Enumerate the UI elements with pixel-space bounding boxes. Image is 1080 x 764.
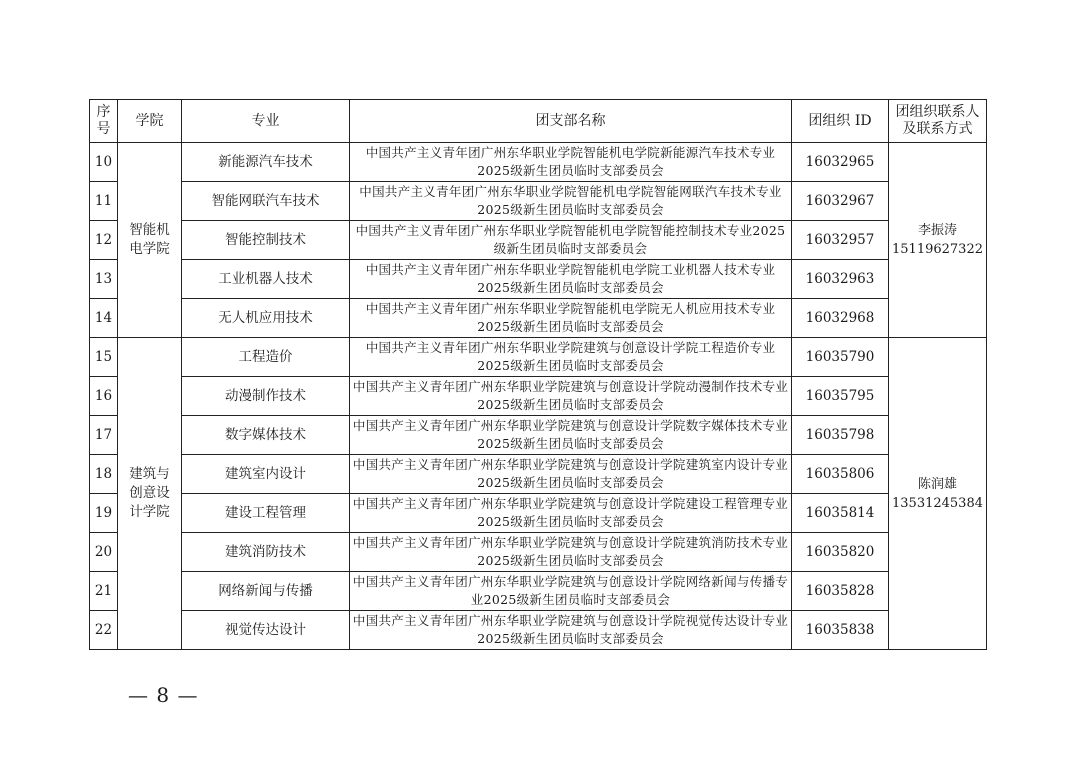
major-cell: 建筑室内设计 [182, 455, 350, 494]
seq-cell: 12 [90, 221, 118, 260]
table-row [90, 143, 987, 182]
table-row [90, 338, 987, 377]
major-cell: 智能控制技术 [182, 221, 350, 260]
contact-cell [889, 338, 987, 650]
org-id-cell: 16032967 [792, 182, 889, 221]
branch-name-cell: 中国共产主义青年团广州东华职业学院建筑与创意设计学院建筑室内设计专业2025级新生团员临时支部委员会 [350, 455, 792, 494]
table-row [90, 455, 987, 494]
seq-cell: 13 [90, 260, 118, 299]
seq-cell: 11 [90, 182, 118, 221]
org-id-cell: 16035838 [792, 611, 889, 650]
major-cell: 视觉传达设计 [182, 611, 350, 650]
header-seq: 序号 [90, 100, 118, 143]
table-row [90, 494, 987, 533]
org-id-cell: 16035790 [792, 338, 889, 377]
branch-name-cell: 中国共产主义青年团广州东华职业学院建筑与创意设计学院建设工程管理专业2025级新生团员临时支部委员会 [350, 494, 792, 533]
table-row [90, 416, 987, 455]
org-id-cell: 16032968 [792, 299, 889, 338]
major-cell: 数字媒体技术 [182, 416, 350, 455]
branch-roster-table [89, 99, 987, 650]
header-college: 学院 [118, 100, 182, 143]
header-contact: 团组织联系人及联系方式 [889, 100, 987, 143]
branch-name-cell: 中国共产主义青年团广州东华职业学院建筑与创意设计学院数字媒体技术专业2025级新生团员临时支部委员会 [350, 416, 792, 455]
seq-cell: 18 [90, 455, 118, 494]
major-cell: 建筑消防技术 [182, 533, 350, 572]
branch-name-cell: 中国共产主义青年团广州东华职业学院智能机电学院智能控制技术专业2025级新生团员临时支部委员会 [350, 221, 792, 260]
college-name: 智能机电学院 [129, 222, 170, 257]
branch-name-cell: 中国共产主义青年团广州东华职业学院智能机电学院无人机应用技术专业2025级新生团员临时支部委员会 [350, 299, 792, 338]
org-id-cell: 16035814 [792, 494, 889, 533]
header-branch: 团支部名称 [350, 100, 792, 143]
seq-cell: 16 [90, 377, 118, 416]
org-id-cell: 16035828 [792, 572, 889, 611]
branch-name-cell: 中国共产主义青年团广州东华职业学院智能机电学院智能网联汽车技术专业2025级新生团员临时支部委员会 [350, 182, 792, 221]
major-cell: 工业机器人技术 [182, 260, 350, 299]
table-row [90, 221, 987, 260]
seq-cell: 10 [90, 143, 118, 182]
table-row [90, 299, 987, 338]
org-id-cell: 16032963 [792, 260, 889, 299]
table-row [90, 533, 987, 572]
table-row [90, 572, 987, 611]
org-id-cell: 16035820 [792, 533, 889, 572]
college-cell [118, 143, 182, 338]
branch-name-cell: 中国共产主义青年团广州东华职业学院建筑与创意设计学院建筑消防技术专业2025级新生团员临时支部委员会 [350, 533, 792, 572]
college-name: 建筑与创意设计学院 [129, 466, 170, 520]
branch-name-cell: 中国共产主义青年团广州东华职业学院建筑与创意设计学院网络新闻与传播专业2025级新生团员临时支部委员会 [350, 572, 792, 611]
seq-cell: 21 [90, 572, 118, 611]
branch-name-cell: 中国共产主义青年团广州东华职业学院智能机电学院新能源汽车技术专业2025级新生团员临时支部委员会 [350, 143, 792, 182]
org-id-cell: 16035795 [792, 377, 889, 416]
org-id-cell: 16032965 [792, 143, 889, 182]
branch-name-cell: 中国共产主义青年团广州东华职业学院建筑与创意设计学院工程造价专业2025级新生团员临时支部委员会 [350, 338, 792, 377]
college-cell [118, 338, 182, 650]
major-cell: 新能源汽车技术 [182, 143, 350, 182]
table-row [90, 260, 987, 299]
table-row [90, 611, 987, 650]
seq-cell: 19 [90, 494, 118, 533]
org-id-cell: 16035798 [792, 416, 889, 455]
seq-cell: 20 [90, 533, 118, 572]
org-id-cell: 16032957 [792, 221, 889, 260]
major-cell: 动漫制作技术 [182, 377, 350, 416]
contact-name: 陈润雄 [917, 476, 957, 492]
branch-name-cell: 中国共产主义青年团广州东华职业学院建筑与创意设计学院动漫制作技术专业2025级新生团员临时支部委员会 [350, 377, 792, 416]
seq-cell: 22 [90, 611, 118, 650]
contact-cell [889, 143, 987, 338]
major-cell: 建设工程管理 [182, 494, 350, 533]
seq-cell: 17 [90, 416, 118, 455]
table-row [90, 182, 987, 221]
major-cell: 网络新闻与传播 [182, 572, 350, 611]
contact-name: 李振涛 [917, 223, 957, 238]
table-body [90, 143, 987, 650]
table-header-row [90, 100, 987, 143]
header-major: 专业 [182, 100, 350, 143]
branch-name-cell: 中国共产主义青年团广州东华职业学院建筑与创意设计学院视觉传达设计专业2025级新生团员临时支部委员会 [350, 611, 792, 650]
seq-cell: 15 [90, 338, 118, 377]
page-number: — 8 — [128, 683, 199, 707]
seq-cell: 14 [90, 299, 118, 338]
major-cell: 工程造价 [182, 338, 350, 377]
contact-phone: 15119627322 [892, 242, 983, 257]
table-row [90, 377, 987, 416]
header-org-id: 团组织 ID [792, 100, 889, 143]
org-id-cell: 16035806 [792, 455, 889, 494]
contact-phone: 13531245384 [892, 495, 983, 511]
major-cell: 智能网联汽车技术 [182, 182, 350, 221]
branch-name-cell: 中国共产主义青年团广州东华职业学院智能机电学院工业机器人技术专业2025级新生团员临时支部委员会 [350, 260, 792, 299]
major-cell: 无人机应用技术 [182, 299, 350, 338]
